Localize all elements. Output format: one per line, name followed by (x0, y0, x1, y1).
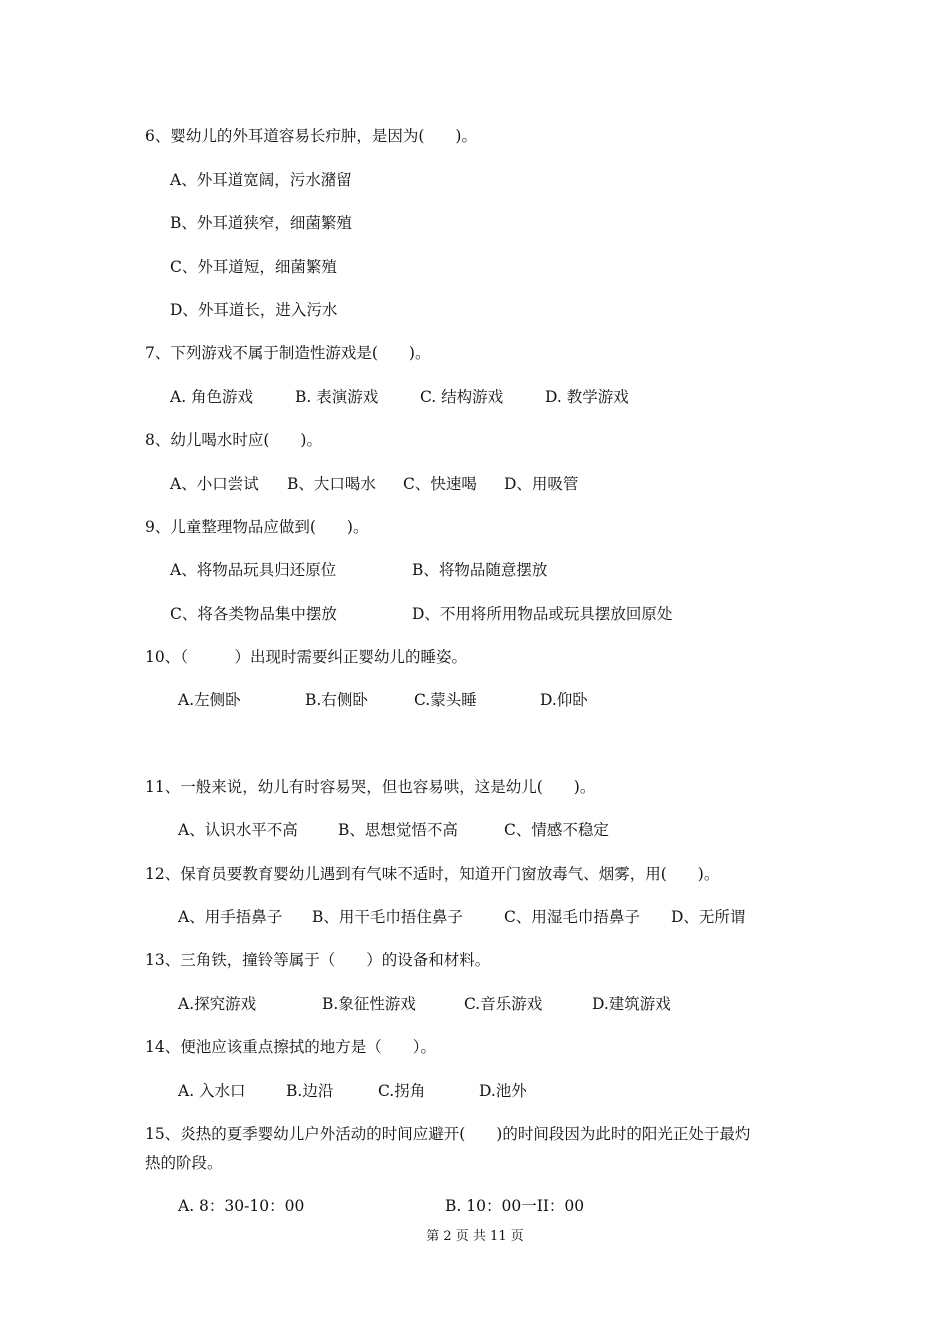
question-9-option-c: C、将各类物品集中摆放 (170, 605, 337, 623)
question-6-stem: 6、婴幼儿的外耳道容易长疖肿，是因为( )。 (145, 127, 477, 145)
question-13-stem: 13、三角铁，撞铃等属于（ ）的设备和材料。 (145, 951, 491, 969)
question-15-stem-line2: 热的阶段。 (145, 1154, 223, 1172)
question-7-stem: 7、下列游戏不属于制造性游戏是( )。 (145, 344, 431, 362)
question-15-option-b: B. 10：00一II：00 (445, 1197, 585, 1215)
question-13-option-d: D.建筑游戏 (592, 995, 671, 1013)
question-6-option-d: D、外耳道长，进入污水 (170, 301, 338, 319)
question-6-option-a: A、外耳道宽阔，污水潴留 (170, 171, 352, 189)
question-8-option-c: C、快速喝 (403, 475, 477, 493)
question-12-option-d: D、无所谓 (671, 908, 746, 926)
question-15-stem-line1: 15、炎热的夏季婴幼儿户外活动的时间应避开( )的时间段因为此时的阳光正处于最灼 (145, 1125, 751, 1143)
question-7-option-d: D. 教学游戏 (545, 388, 629, 406)
question-11-stem: 11、一般来说，幼儿有时容易哭，但也容易哄，这是幼儿( )。 (145, 778, 596, 796)
question-9-option-b: B、将物品随意摆放 (412, 561, 548, 579)
question-10-option-b: B.右侧卧 (305, 691, 368, 709)
question-14-option-a: A. 入水口 (178, 1082, 246, 1100)
question-6-option-c: C、外耳道短，细菌繁殖 (170, 258, 337, 276)
question-14-option-c: C.拐角 (378, 1082, 426, 1100)
question-7-option-c: C. 结构游戏 (420, 388, 504, 406)
question-10-stem: 10、（ ）出现时需要纠正婴幼儿的睡姿。 (145, 648, 467, 666)
question-8-option-b: B、大口喝水 (287, 475, 376, 493)
question-13-option-b: B.象征性游戏 (322, 995, 416, 1013)
question-9-option-d: D、不用将所用物品或玩具摆放回原处 (412, 605, 673, 623)
question-14-stem: 14、便池应该重点擦拭的地方是（ ）。 (145, 1038, 436, 1056)
page-number-footer: 第 2 页 共 11 页 (426, 1229, 524, 1244)
question-7-option-b: B. 表演游戏 (295, 388, 379, 406)
question-10-option-a: A.左侧卧 (178, 691, 241, 709)
question-12-option-b: B、用干毛巾捂住鼻子 (312, 908, 463, 926)
question-14-option-b: B.边沿 (286, 1082, 334, 1100)
question-7-option-a: A. 角色游戏 (170, 388, 254, 406)
question-13-option-a: A.探究游戏 (178, 995, 257, 1013)
question-8-stem: 8、幼儿喝水时应( )。 (145, 431, 322, 449)
question-8-option-a: A、小口尝试 (170, 475, 259, 493)
question-12-option-c: C、用湿毛巾捂鼻子 (504, 908, 640, 926)
question-6-option-b: B、外耳道狭窄，细菌繁殖 (170, 214, 352, 232)
question-13-option-c: C.音乐游戏 (464, 995, 543, 1013)
question-15-option-a: A. 8：30-10：00 (178, 1197, 305, 1215)
question-11-option-c: C、情感不稳定 (504, 821, 609, 839)
question-9-option-a: A、将物品玩具归还原位 (170, 561, 337, 579)
question-14-option-d: D.池外 (479, 1082, 527, 1100)
question-10-option-c: C.蒙头睡 (414, 691, 477, 709)
question-11-option-b: B、思想觉悟不高 (338, 821, 458, 839)
question-12-stem: 12、保育员要教育婴幼儿遇到有气味不适时，知道开门窗放毒气、烟雾，用( )。 (145, 865, 720, 883)
question-12-option-a: A、用手捂鼻子 (178, 908, 283, 926)
question-11-option-a: A、认识水平不高 (178, 821, 298, 839)
question-9-stem: 9、儿童整理物品应做到( )。 (145, 518, 369, 536)
question-8-option-d: D、用吸管 (504, 475, 579, 493)
question-10-option-d: D.仰卧 (540, 691, 588, 709)
